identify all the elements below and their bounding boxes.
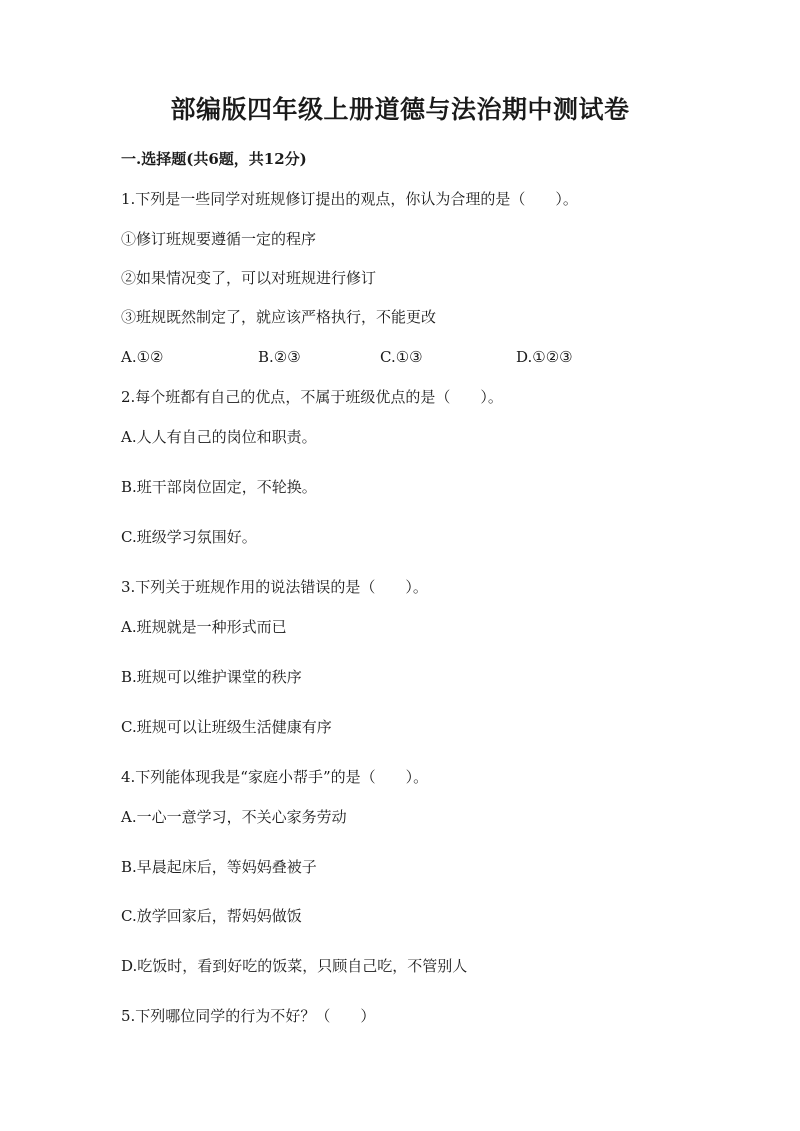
question-1-stem: 1.下列是一些同学对班规修订提出的观点，你认为合理的是（ ）。 [121, 190, 578, 208]
question-1-statement-3: ③班规既然制定了，就应该严格执行，不能更改 [121, 308, 437, 326]
question-5-stem: 5.下列哪位同学的行为不好？（ ） [121, 1007, 376, 1025]
question-2-option-a: A.人人有自己的岗位和职责。 [121, 428, 317, 446]
page-title: 部编版四年级上册道德与法治期中测试卷 [170, 95, 630, 124]
question-4-option-a: A.一心一意学习，不关心家务劳动 [121, 808, 347, 826]
question-1-options [0, 346, 800, 368]
question-1-option-b: B.②③ [258, 348, 301, 366]
question-2-option-c: C.班级学习氛围好。 [121, 528, 257, 546]
question-4-stem: 4.下列能体现我是“家庭小帮手”的是（ ）。 [121, 768, 429, 786]
question-4-option-b: B.早晨起床后，等妈妈叠被子 [121, 858, 317, 876]
question-2-option-b: B.班干部岗位固定，不轮换。 [121, 478, 317, 496]
question-1-option-a: A.①② [121, 348, 164, 366]
question-1-option-d: D.①②③ [516, 348, 573, 366]
question-3-option-a: A.班规就是一种形式而已 [121, 618, 287, 636]
question-3-stem: 3.下列关于班规作用的说法错误的是（ ）。 [121, 578, 428, 596]
question-1-statement-2: ②如果情况变了，可以对班规进行修订 [121, 269, 377, 287]
question-1-statement-1: ①修订班规要遵循一定的程序 [121, 230, 317, 248]
question-2-stem: 2.每个班都有自己的优点，不属于班级优点的是（ ）。 [121, 388, 503, 406]
question-4-option-d: D.吃饭时，看到好吃的饭菜，只顾自己吃，不管别人 [121, 957, 468, 975]
question-4-option-c: C.放学回家后，帮妈妈做饭 [121, 907, 302, 925]
question-1-option-c: C.①③ [380, 348, 423, 366]
question-3-option-b: B.班规可以维护课堂的秩序 [121, 668, 302, 686]
section-heading: 一.选择题(共6题，共12分) [121, 150, 307, 168]
question-3-option-c: C.班规可以让班级生活健康有序 [121, 718, 332, 736]
